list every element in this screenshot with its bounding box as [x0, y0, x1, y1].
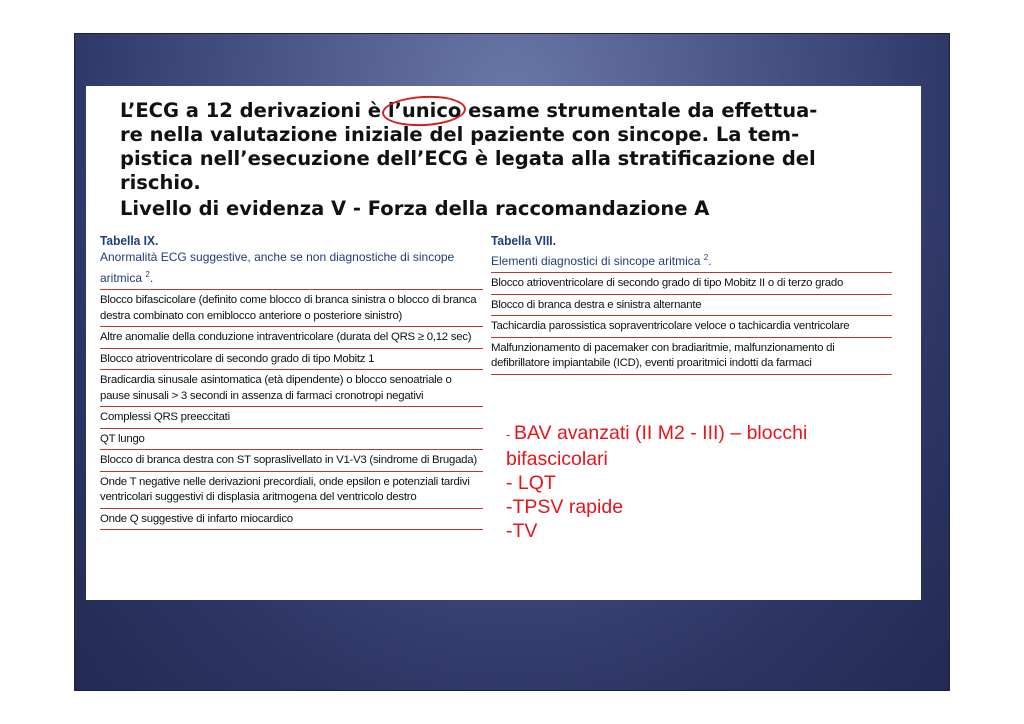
table-row: Blocco atrioventricolare di secondo grado di tipo Mobitz 1: [100, 349, 483, 371]
evidence-level: Livello di evidenza V - Forza della raccomandazione A: [120, 197, 710, 220]
content-panel: [86, 86, 921, 600]
table-ix-subtitle: Anormalità ECG suggestive, anche se non diagnostiche di sincope aritmica $^2$.: [100, 249, 483, 290]
table-row: Onde Q suggestive di infarto miocardico: [100, 509, 483, 531]
annotation-item: - BAV avanzati (II M2 - III) – blocchi: [506, 422, 808, 444]
recommendation-heading: [120, 99, 900, 221]
heading-line-2: re nella valutazione iniziale del paziente con sincope. La tem-: [120, 123, 800, 146]
annotation-item: - LQT: [506, 472, 556, 494]
circled-word: l’unico: [387, 99, 462, 122]
heading-line-3: pistica nell’esecuzione dell’ECG è legata alla stratificazione del: [120, 147, 816, 170]
table-row: Blocco di branca destra con ST sopraslivellato in V1-V3 (sindrome di Brugada): [100, 450, 483, 472]
table-row: Blocco bifascicolare (definito come blocco di branca sinistra o blocco di branca destra combinato con emiblocco anteriore o posteriore sinistro): [100, 290, 483, 327]
table-viii: [491, 233, 892, 375]
table-row: Complessi QRS preeccitati: [100, 407, 483, 429]
table-row: Altre anomalie della conduzione intraventricolare (durata del QRS ≥ 0,12 sec): [100, 327, 483, 349]
table-row: Blocco atrioventricolare di secondo grado di tipo Mobitz II o di terzo grado: [491, 273, 892, 295]
table-row: Blocco di branca destra e sinistra alternante: [491, 295, 892, 317]
table-viii-title: Tabella VIII.: [491, 233, 556, 248]
annotation-item: -TPSV rapide: [506, 496, 624, 518]
table-row: QT lungo: [100, 429, 483, 451]
red-annotation-list: [506, 421, 916, 543]
heading-line-1: L’ECG a 12 derivazioni è l’unico esame strumentale da effettua-: [120, 99, 818, 122]
table-ix: [100, 233, 483, 530]
heading-line-4: rischio.: [120, 171, 201, 194]
annotation-item: bifascicolari: [506, 448, 608, 470]
table-viii-subtitle: Elementi diagnostici di sincope aritmica $^2$.: [491, 249, 892, 273]
table-row: Malfunzionamento di pacemaker con bradiaritmie, malfunzionamento di defibrillatore impiantabile (ICD), eventi proaritmici indotti da farmaci: [491, 338, 892, 375]
table-ix-title: Tabella IX.: [100, 233, 159, 248]
table-row: Bradicardia sinusale asintomatica (età dipendente) o blocco senoatriale o pause sinusali > 3 secondi in assenza di farmaci cronotropi negativi: [100, 370, 483, 407]
table-row: Onde T negative nelle derivazioni precordiali, onde epsilon e potenziali tardivi ventricolari suggestivi di displasia aritmogena del ventricolo destro: [100, 472, 483, 509]
annotation-item: -TV: [506, 520, 538, 542]
table-row: Tachicardia parossistica sopraventricolare veloce o tachicardia ventricolare: [491, 316, 892, 338]
